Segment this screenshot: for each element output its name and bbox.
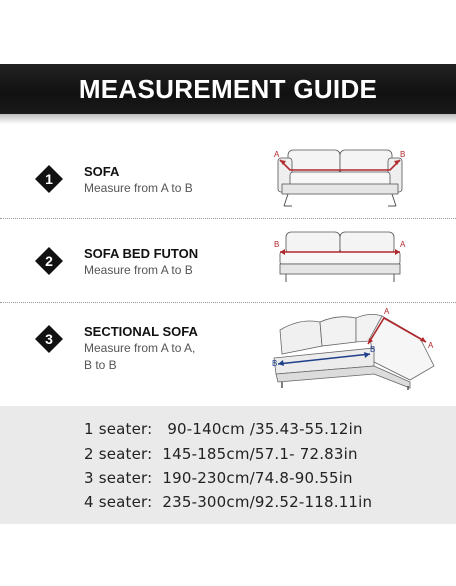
sofa-bed-futon-description: Measure from A to B	[84, 263, 193, 277]
sectional-sofa-row	[0, 308, 456, 406]
label-a: A	[274, 150, 280, 159]
label-a: A	[400, 240, 406, 249]
badge-number-3: 3	[45, 331, 53, 347]
sofa-bed-futon-row	[0, 232, 456, 302]
sectional-sofa-title: SECTIONAL SOFA	[84, 324, 198, 339]
size-line-2-seater: 2 seater: 145-185cm/57.1- 72.83in	[84, 445, 358, 463]
sectional-sofa-description-line2: B to B	[84, 358, 117, 372]
label-b: B	[274, 240, 280, 249]
label-b: B	[370, 345, 376, 354]
sofa-bed-futon-title: SOFA BED FUTON	[84, 246, 199, 261]
label-a: A	[428, 341, 434, 350]
divider	[0, 218, 456, 219]
number-badge-2	[34, 246, 64, 276]
badge-number-2: 2	[45, 253, 53, 269]
header-banner	[0, 64, 456, 114]
sectional-sofa-description-line1: Measure from A to A,	[84, 341, 196, 355]
label-a: A	[384, 308, 390, 316]
size-line-3-seater: 3 seater: 190-230cm/74.8-90.55in	[84, 469, 353, 487]
size-chart-panel	[0, 406, 456, 524]
sofa-row	[0, 150, 456, 220]
sofa-description: Measure from A to B	[84, 181, 193, 195]
futon-illustration	[270, 230, 410, 288]
size-line-1-seater: 1 seater: 90-140cm /35.43-55.12in	[84, 420, 363, 438]
sofa-illustration	[270, 148, 410, 210]
label-b: B	[272, 359, 278, 368]
sectional-sofa-illustration	[270, 308, 440, 390]
sofa-title: SOFA	[84, 164, 120, 179]
label-b: B	[400, 150, 406, 159]
divider	[0, 302, 456, 303]
number-badge-3	[34, 324, 64, 354]
size-line-4-seater: 4 seater: 235-300cm/92.52-118.11in	[84, 493, 373, 511]
number-badge-1	[34, 164, 64, 194]
header-shadow	[0, 114, 456, 124]
page-title: MEASUREMENT GUIDE	[78, 74, 378, 104]
badge-number-1: 1	[45, 171, 53, 187]
